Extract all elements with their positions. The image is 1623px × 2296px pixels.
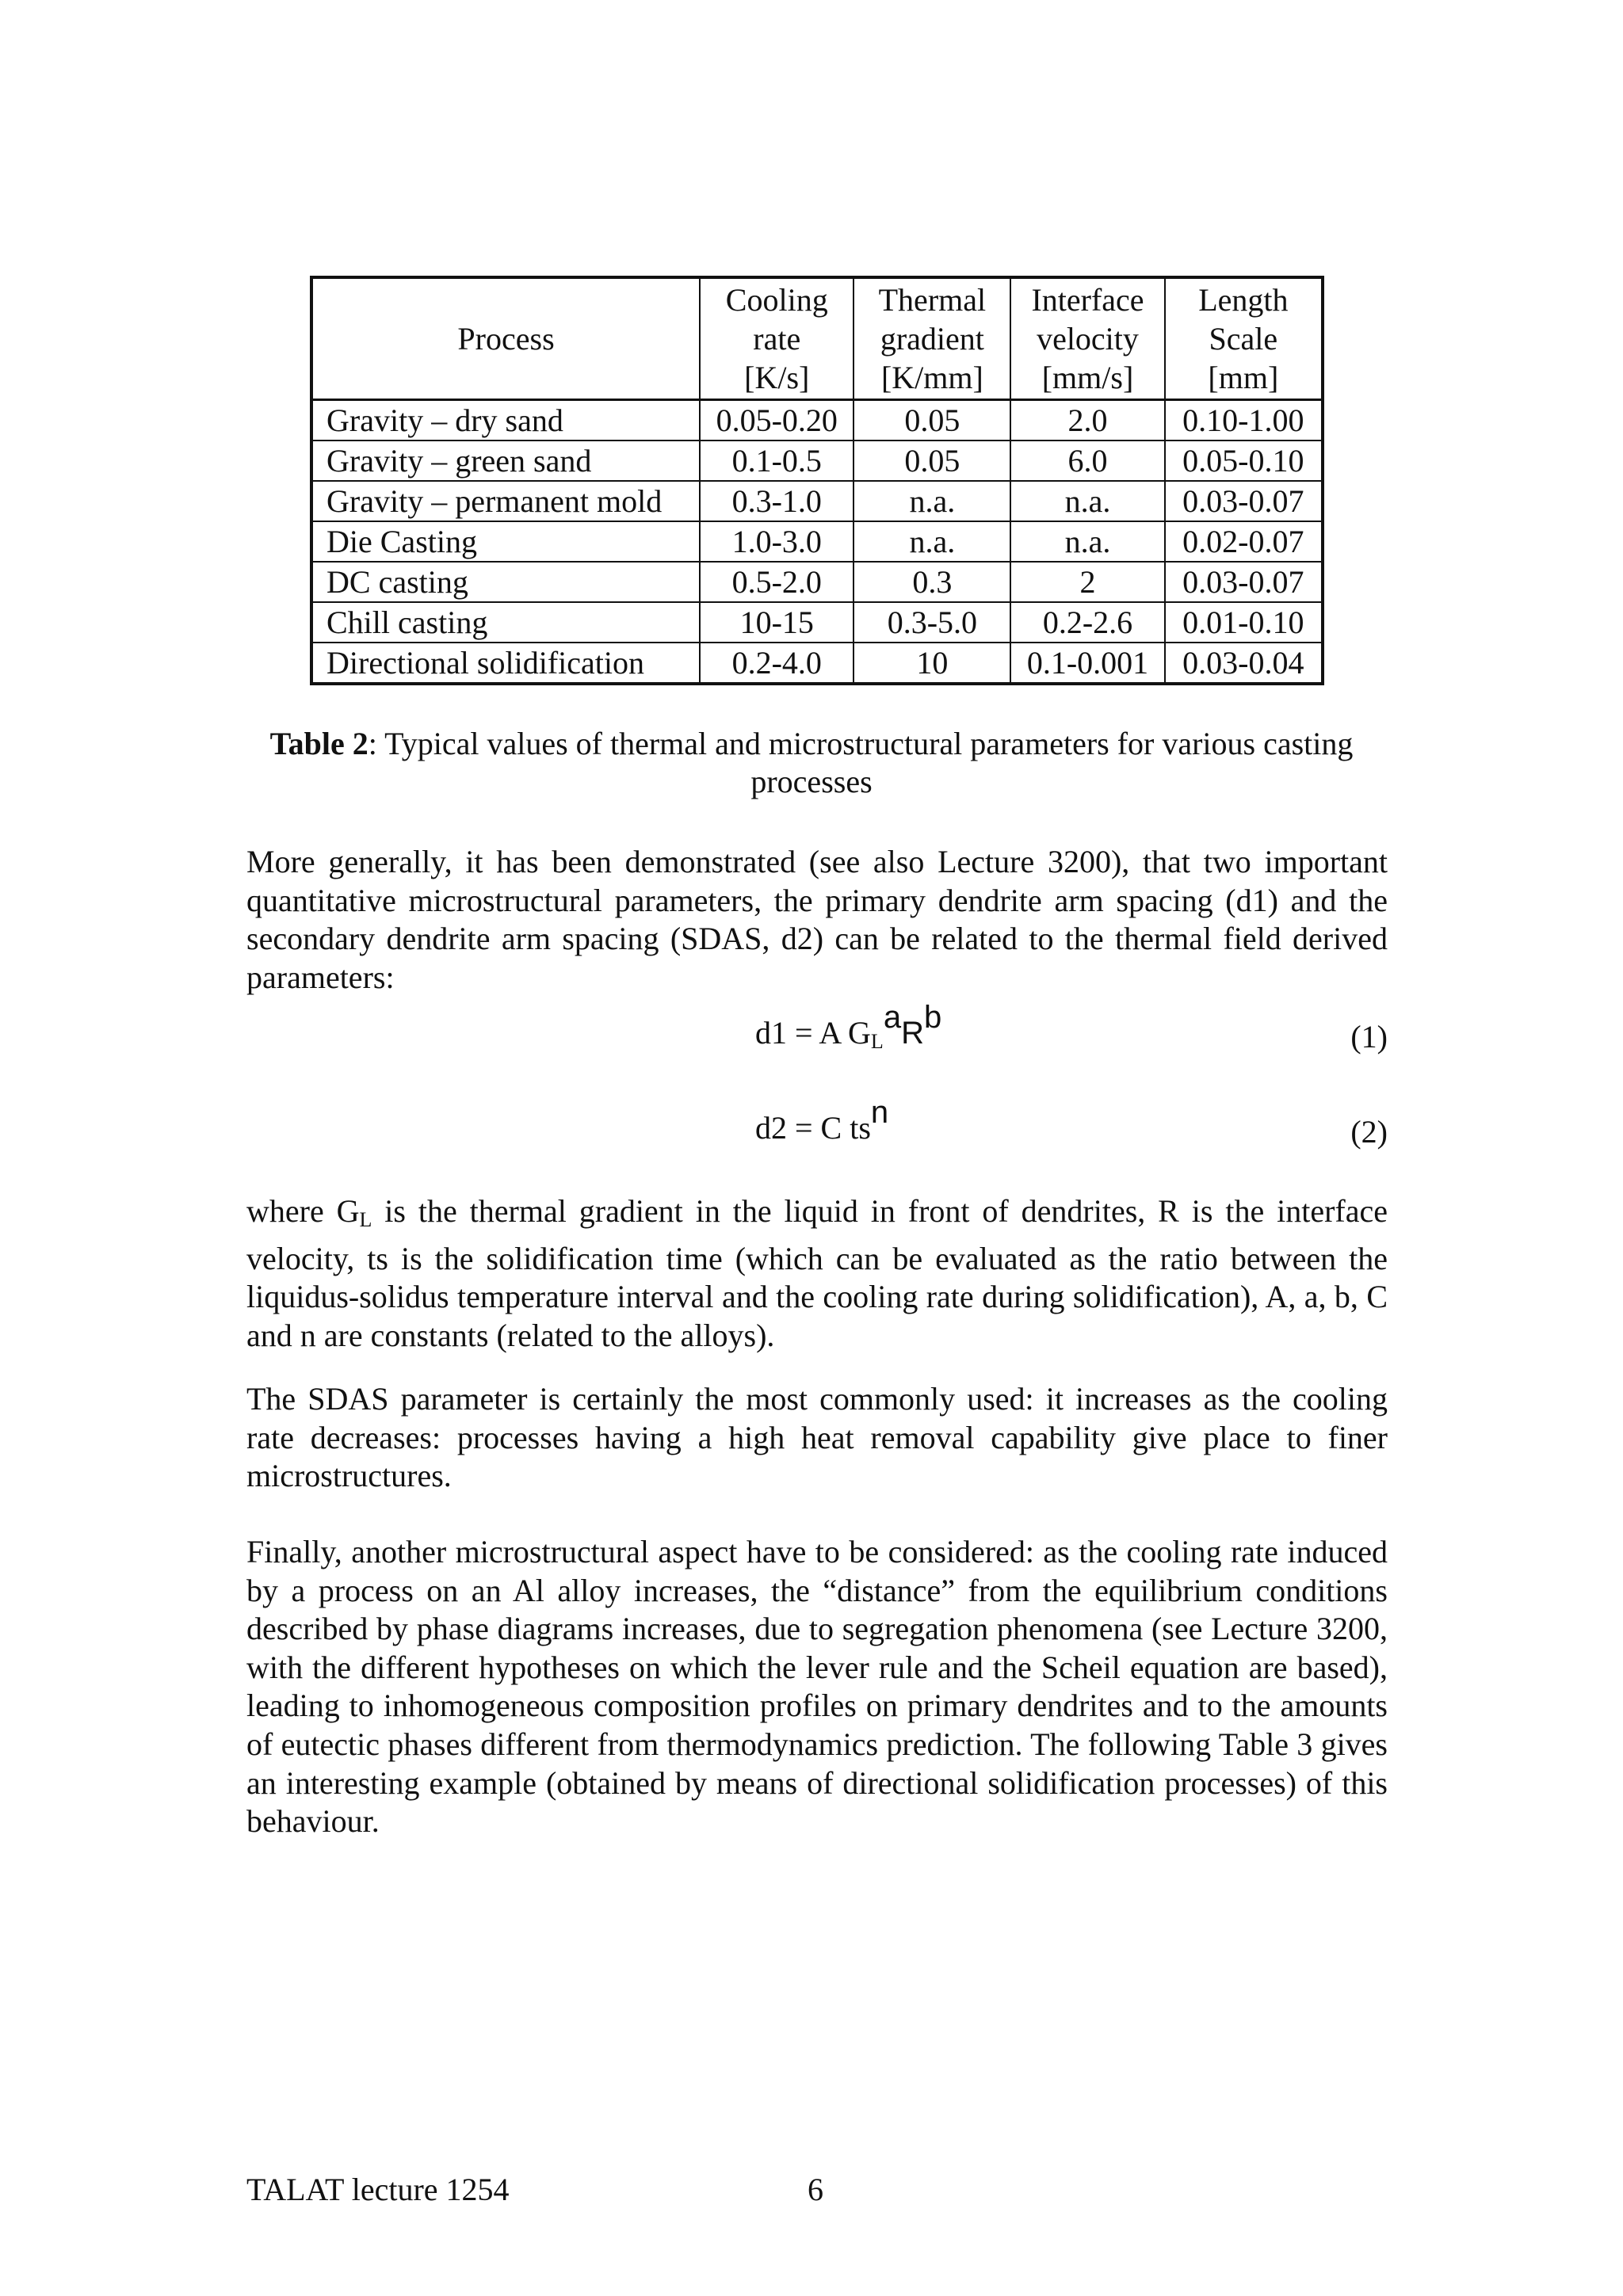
paragraph-2-rest: is the thermal gradient in the liquid in front of dendrites, R is the interface velocity, ts is the solidification time (which can be evaluated as the ratio between the liquidus-solidus temperature interval and the cooling rate during solidification), A, a, b, C and n are constants (related to the alloys). [246,1193,1388,1353]
equation-1-exponent-a: a [883,1000,902,1035]
table-cell: 0.5-2.0 [700,562,854,602]
paragraph-dendrite-spacing: More generally, it has been demonstrated (see also Lecture 3200), that two important quantitative microstructural parameters, the primary dendrite arm spacing (d1) and the secondary dendrite arm spacing (SDAS, d2) can be related to the thermal field derived parameters: [246,844,1388,995]
table-cell: 0.05 [854,441,1010,481]
header-unit: [K/s] [744,360,810,395]
paragraph-sdas: The SDAS parameter is certainly the most commonly used: it increases as the cooling rate decreases: processes having a high heat removal capability give place to finer microstructures. [246,1381,1388,1494]
footer-lecture-title: TALAT lecture 1254 [246,2172,510,2207]
equation-1-number: (1) [1350,1019,1388,1055]
equation-1 [755,1000,942,1061]
header-line: gradient [880,321,984,357]
equation-2-lhs: d2 = C ts [755,1110,871,1146]
table-cell-process: DC casting [311,562,700,602]
table-cell-process: Gravity – green sand [311,441,700,481]
table-cell-process: Gravity – dry sand [311,400,700,441]
table-header-row [311,277,1323,400]
equation-1-exponent-b: b [923,1000,942,1035]
table-cell: 0.01-0.10 [1165,602,1323,643]
table-cell: 0.1-0.001 [1010,643,1164,684]
header-line: Length [1198,282,1289,318]
header-interface-velocity [1010,277,1164,400]
table-cell: 10 [854,643,1010,684]
caption-label: Table 2 [269,726,369,761]
table-cell: 6.0 [1010,441,1164,481]
table-cell: 0.3 [854,562,1010,602]
table-row [311,521,1323,562]
table-cell: n.a. [854,521,1010,562]
table-cell: 1.0-3.0 [700,521,854,562]
table-cell-process: Gravity – permanent mold [311,481,700,521]
table-cell: 0.05-0.10 [1165,441,1323,481]
header-unit: [K/mm] [880,360,983,395]
header-line: Thermal [878,282,987,318]
table-cell: 0.03-0.04 [1165,643,1323,684]
table-cell: 0.1-0.5 [700,441,854,481]
header-line: Interface [1031,282,1144,318]
paragraph-segregation: Finally, another microstructural aspect have to be considered: as the cooling rate induced by a process on an Al alloy increases, the “distance” from the equilibrium conditions described by phase diagrams increases, due to segregation phenomena (see Lecture 3200, with the different hypotheses on which the lever rule and the Scheil equation are based), leading to inhomogeneous composition profiles on primary dendrites and to the amounts of eutectic phases different from thermodynamics prediction. The following Table 3 gives an interesting example (obtained by means of directional solidification processes) of this behaviour. [246,1534,1388,1840]
table-cell-process: Directional solidification [311,643,700,684]
header-unit: [mm] [1208,360,1279,395]
table-cell: 10-15 [700,602,854,643]
table-row [311,643,1323,684]
paragraph-2-subscript: L [359,1208,372,1231]
paragraph-variable-definitions [246,1192,1388,1355]
casting-parameters-table [310,276,1324,685]
table-row [311,562,1323,602]
table-cell: 0.2-2.6 [1010,602,1164,643]
table-cell: 0.3-1.0 [700,481,854,521]
header-thermal-gradient [854,277,1010,400]
header-cooling-rate [700,277,854,400]
page-number: 6 [808,2172,823,2207]
equation-1-lhs: d1 = A G [755,1015,871,1051]
table-cell: n.a. [1010,521,1164,562]
table-cell: 0.03-0.07 [1165,481,1323,521]
table-row [311,400,1323,441]
header-process [311,277,700,400]
header-unit: [mm/s] [1041,360,1134,395]
equation-2-exponent-n: n [870,1095,889,1130]
equation-2-number: (2) [1350,1114,1388,1150]
table-cell: n.a. [854,481,1010,521]
equation-2 [755,1095,889,1147]
table-cell: 2.0 [1010,400,1164,441]
table-row [311,481,1323,521]
equation-1-r: R [901,1016,924,1051]
header-line: velocity [1037,321,1139,357]
table-cell: n.a. [1010,481,1164,521]
table-cell: 0.05 [854,400,1010,441]
table-cell: 0.03-0.07 [1165,562,1323,602]
table-cell: 0.3-5.0 [854,602,1010,643]
header-line: rate [753,321,801,357]
table-cell: 0.05-0.20 [700,400,854,441]
header-process-line: Process [457,321,555,357]
caption-text: : Typical values of thermal and microstructural parameters for various casting processes [368,726,1354,799]
table-row [311,602,1323,643]
header-line: Scale [1209,321,1278,357]
table-cell-process: Chill casting [311,602,700,643]
table-cell: 0.2-4.0 [700,643,854,684]
header-length-scale [1165,277,1323,400]
header-line: Cooling [725,282,828,318]
table-row [311,441,1323,481]
table-caption [238,725,1385,801]
table-cell: 2 [1010,562,1164,602]
table-cell-process: Die Casting [311,521,700,562]
equation-1-subscript: L [870,1030,884,1053]
table-cell: 0.02-0.07 [1165,521,1323,562]
paragraph-2-start: where G [246,1193,360,1229]
table-cell: 0.10-1.00 [1165,400,1323,441]
